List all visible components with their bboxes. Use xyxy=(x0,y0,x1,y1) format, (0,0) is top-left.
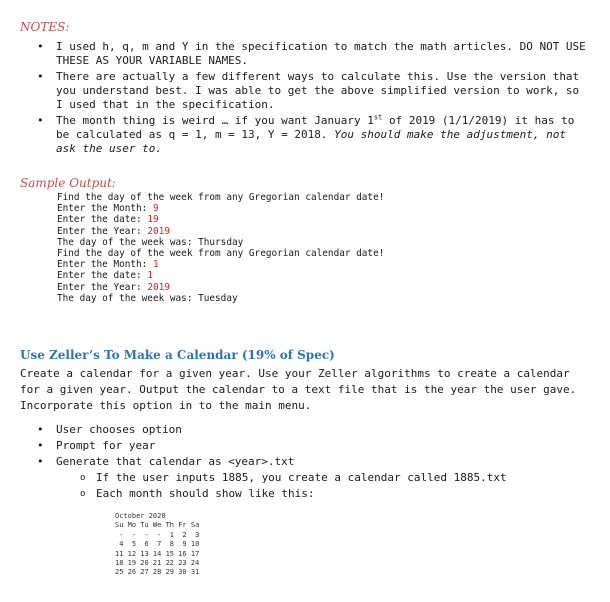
sub-steps-list xyxy=(20,470,507,502)
sample-output-block xyxy=(57,192,384,304)
calendar-line: - - - - 1 2 3 xyxy=(115,530,200,539)
sub-step-item: o Each month should show like this: xyxy=(80,487,315,500)
calendar-line: 11 12 13 14 15 16 17 xyxy=(115,549,200,558)
calendar-line: 18 19 20 21 22 23 24 xyxy=(115,559,200,568)
note-text: I used h, q, m and Y in the specification to match the math articles. DO NOT USE THESE AS YOUR VARIABLE NAMES. xyxy=(56,40,586,67)
bullet-icon: • xyxy=(37,40,44,53)
step-item: • Prompt for year xyxy=(37,439,156,452)
sample-line: The day of the week was: Tuesday xyxy=(57,292,238,304)
section-paragraph: Create a calendar for a given year. Use your Zeller algorithms to create a calendar for a given year. Output the calendar to a text file that is the year the user gave. Incorporate this option in to the main menu. xyxy=(20,367,577,412)
ordinal-suffix: st xyxy=(373,113,383,122)
notes-list xyxy=(20,40,590,158)
sample-line: Enter the Month: 9 xyxy=(57,203,159,215)
note-text: of 2019 (1/1/2019) it has to be calculated as q = 1, m = 13, Y = 2018. xyxy=(56,114,575,141)
sample-line: Enter the date: 1 xyxy=(57,270,153,282)
note-emphasis: You should make the adjustment, not ask the user to. xyxy=(56,128,566,155)
sample-line: Enter the date: 19 xyxy=(57,214,159,226)
hollow-bullet-icon: o xyxy=(80,473,86,483)
calendar-line: October 2020 xyxy=(115,512,166,520)
sample-line: The day of the week was: Thursday xyxy=(57,236,244,248)
sample-line: Enter the Year: 2019 xyxy=(57,225,170,237)
step-item: • User chooses option xyxy=(37,423,182,436)
sample-output-heading: Sample Output: xyxy=(20,176,116,190)
steps-list xyxy=(20,422,294,470)
calendar-line: 4 5 6 7 8 9 10 xyxy=(115,540,200,549)
sample-line: Find the day of the week from any Gregorian calendar date! xyxy=(57,248,385,260)
sample-line: Find the day of the week from any Gregorian calendar date! xyxy=(57,192,385,203)
bullet-icon: • xyxy=(37,439,44,452)
note-item xyxy=(20,114,590,156)
bullet-icon: • xyxy=(37,114,44,127)
hollow-bullet-icon: o xyxy=(80,489,86,499)
calendar-line: Su Mo Tu We Th Fr Sa xyxy=(115,521,200,530)
sample-line: Enter the Year: 2019 xyxy=(57,281,170,293)
bullet-icon: • xyxy=(37,70,44,83)
bullet-icon: • xyxy=(37,455,44,468)
notes-heading: NOTES: xyxy=(20,20,70,34)
note-text: The month thing is weird … if you want January 1 xyxy=(56,114,374,127)
note-item xyxy=(20,70,590,112)
calendar-line: 25 26 27 28 29 30 31 xyxy=(115,568,200,577)
note-item xyxy=(20,40,590,68)
sample-line: Enter the Month: 1 xyxy=(57,259,159,271)
sub-step-item: o If the user inputs 1885, you create a calendar called 1885.txt xyxy=(80,471,507,484)
section-heading: Use Zeller’s To Make a Calendar (19% of Spec) xyxy=(20,348,335,362)
bullet-icon: • xyxy=(37,423,44,436)
step-item: • Generate that calendar as <year>.txt xyxy=(37,455,295,468)
calendar-example xyxy=(115,512,199,578)
note-text: There are actually a few different ways to calculate this. Use the version that you understand best. I was able to get the above simplified version to work, so I used that in the specification. xyxy=(56,70,580,111)
